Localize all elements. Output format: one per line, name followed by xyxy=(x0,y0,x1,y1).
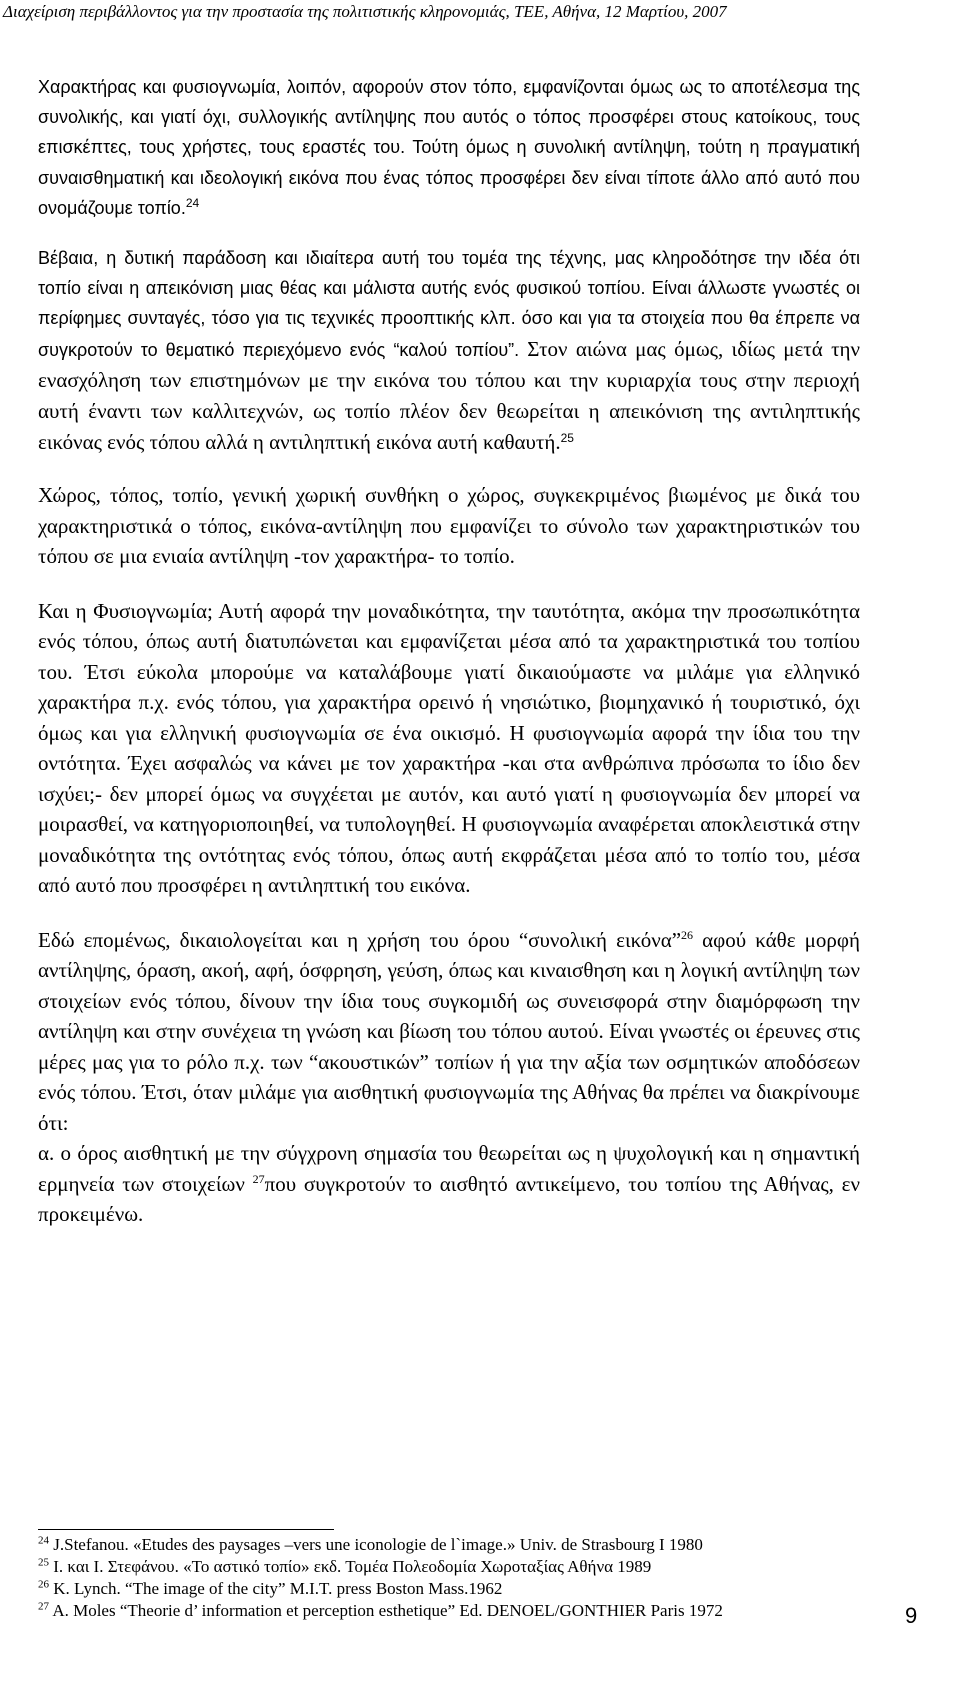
footnote-26 xyxy=(38,1578,918,1600)
footnote-number: 24 xyxy=(38,1534,49,1547)
paragraph-text: Χαρακτήρας και φυσιογνωμία, λοιπόν, αφορούν στον τόπο, εμφανίζονται όμως ως το αποτέλεσμα της συνολικής, και γιατί όχι, συλλογικής αντίληψης που αυτός ο τόπος προσφέρει στους κατοίκους, τους επισκέπτες, τους χρήστες, τους εραστές του. Τούτη όμως η συνολική αντίληψη, τούτη η πραγματική συναισθηματική και ιδεολογική εικόνα που ένας τόπος προσφέρει δεν είναι τίποτε άλλο από αυτό που ονομάζουμε τοπίο. xyxy=(38,77,860,218)
footnote-text: A. Moles “Theorie d’ information et perception esthetique” Ed. DENOEL/GONTHIER Paris 1972 xyxy=(52,1601,723,1620)
footnote-number: 26 xyxy=(38,1578,49,1591)
footnote-separator xyxy=(38,1529,334,1530)
paragraph-text: Εδώ επομένως, δικαιολογείται και η χρήση του όρου “συνολική εικόνα” xyxy=(38,927,682,952)
footnote-27 xyxy=(38,1600,918,1622)
footnote-number: 25 xyxy=(38,1556,49,1569)
paragraph-text: που συγκροτούν το αισθητό αντικείμενο, του τοπίου της Αθήνας, εν προκειμένω. xyxy=(38,1171,860,1227)
paragraph-text: Βέβαια, η δυτική παράδοση και ιδιαίτερα αυτή του τομέα της τέχνης, μας κληροδότησε την ιδέα ότι τοπίο είναι η απεικόνιση μιας θέας και μάλιστα αυτής ενός φυσικού τοπίου. Είναι άλλωστε γνωστές οι περίφημες συνταγές, τόσο για τις τεχνικές προοπτικής κλπ. όσο και για τα στοιχεία που θα έπρεπε να συγκροτούν το θεματικό περιεχόμενο ενός “καλού τοπίου”. xyxy=(38,248,860,360)
paragraph-physiognomy: Και η Φυσιογνωμία; Αυτή αφορά την μοναδικότητα, την ταυτότητα, ακόμα την προσωπικότητα ενός τόπου, όπως αυτή διατυπώνεται και εμφανίζεται μέσα από τα χαρακτηριστικά του τοπίου του. Έτσι εύκολα μπορούμε να καταλάβουμε γιατί δικαιούμαστε να μιλάμε για ελληνικό χαρακτήρα π.χ. ενός τόπου, για χαρακτήρα ορεινό ή νησιώτικο, βιομηχανικό ή τουριστικό, όχι όμως και για ελληνική φυσιογνωμία σε ένα οικισμό. Η φυσιογνωμία αφορά την ίδια του την οντότητα. Έχει ασφαλώς να κάνει με τον χαρακτήρα -και στα ανθρώπινα πρόσωπα το ίδιο δεν ισχύει;- δεν μπορεί όμως να συγχέεται με αυτόν, και αυτό γιατί η φυσιογνωμία δεν μπορεί να μοιρασθεί, να κατηγοριοποιηθεί, να τυπολογηθεί. Η φυσιογνωμία αναφέρεται αποκλειστικά στην μοναδικότητα της οντότητας ενός τόπου, όπως αυτή εκφράζεται μέσα από το τοπίο του, μέσα από αυτό που προσφέρει η αντιληπτική του εικόνα. xyxy=(38,598,860,898)
footnote-25 xyxy=(38,1556,918,1578)
paragraph-text: α. ο όρος αισθητική με την σύγχρονη σημασία του θεωρείται ως η ψυχολογική και η σημαντική ερμηνεία των στοιχείων xyxy=(38,1141,860,1196)
footnote-text: I. και I. Στεφάνου. «Το αστικό τοπίο» εκδ. Τομέα Πολεοδομία Χωροταξίας Αθήνα 1989 xyxy=(53,1557,652,1576)
footnote-ref-26: 26 xyxy=(681,927,694,942)
footnote-ref-25: 25 xyxy=(560,431,574,446)
footnote-text: J.Stefanou. «Etudes des paysages –vers une iconologie de l`image.» Univ. de Strasbourg I 1980 xyxy=(53,1535,703,1554)
footnote-ref-24: 24 xyxy=(185,195,200,210)
paragraph-space-place-landscape: Χώρος, τόπος, τοπίο, γενική χωρική συνθήκη ο χώρος, συγκεκριμένος βιωμένος με δικά του χαρακτηριστικά ο τόπος, εικόνα-αντίληψη που εμφανίζει το σύνολο των χαρακτηριστικών του τόπου σε μια ενιαία αντίληψη -τον χαρακτήρα- το τοπίο. xyxy=(38,483,860,569)
paragraph-text-serif: Στον αιώνα μας όμως, ιδίως μετά την ενασχόληση των επιστημόνων με την εικόνα του τόπου και την κυριαρχία τους στην περιοχή αυτή έναντι των καλλιτεχνών, ως τοπίο πλέον δεν θεωρείται η απεικόνιση της αντιληπτικής εικόνας ενός τόπου αλλά η αντιληπτική εικόνα αυτή καθαυτή. xyxy=(38,336,860,455)
paragraph-text: αφού κάθε μορφή αντίληψης, όραση, ακοή, αφή, όσφρηση, γεύση, όπως και κιναισθηση και η λογική αντίληψη των στοιχείων ενός τόπου, δίνουν την ίδια τους συγκομιδή ως συνεισφορά στην διαμόρφωση την αντίληψη και στην συνέχεια τη γνώση και βίωση του τόπου αυτού. Είναι γνωστές οι έρευνες στις μέρες μας για το ρόλο π.χ. των “ακουστικών” τοπίων ή για την αξία των οσμητικών αποδόσεων ενός τόπου. Έτσι, όταν μιλάμε για αισθητική φυσιογνωμία της Αθήνας θα πρέπει να διακρίνουμε ότι: xyxy=(38,927,861,1135)
footnote-number: 27 xyxy=(38,1600,49,1613)
paragraph-aesthetics-point-a xyxy=(38,1138,860,1230)
paragraph-character-physiognomy xyxy=(38,72,860,223)
page-number: 9 xyxy=(905,1603,918,1628)
running-header: Διαχείριση περιβάλλοντος για την προστασία της πολιτιστικής κληρονομιάς, ΤΕΕ, Αθήνα, 12 Μαρτίου, 2007 xyxy=(3,2,727,21)
footnotes xyxy=(38,1534,918,1622)
footnote-24 xyxy=(38,1534,918,1556)
footnote-ref-27: 27 xyxy=(252,1171,265,1186)
paragraph-western-tradition xyxy=(38,243,860,458)
paragraph-total-image xyxy=(38,925,860,1139)
footnote-text: K. Lynch. “The image of the city” M.I.T. press Boston Mass.1962 xyxy=(53,1579,503,1598)
body-text xyxy=(38,72,860,1230)
